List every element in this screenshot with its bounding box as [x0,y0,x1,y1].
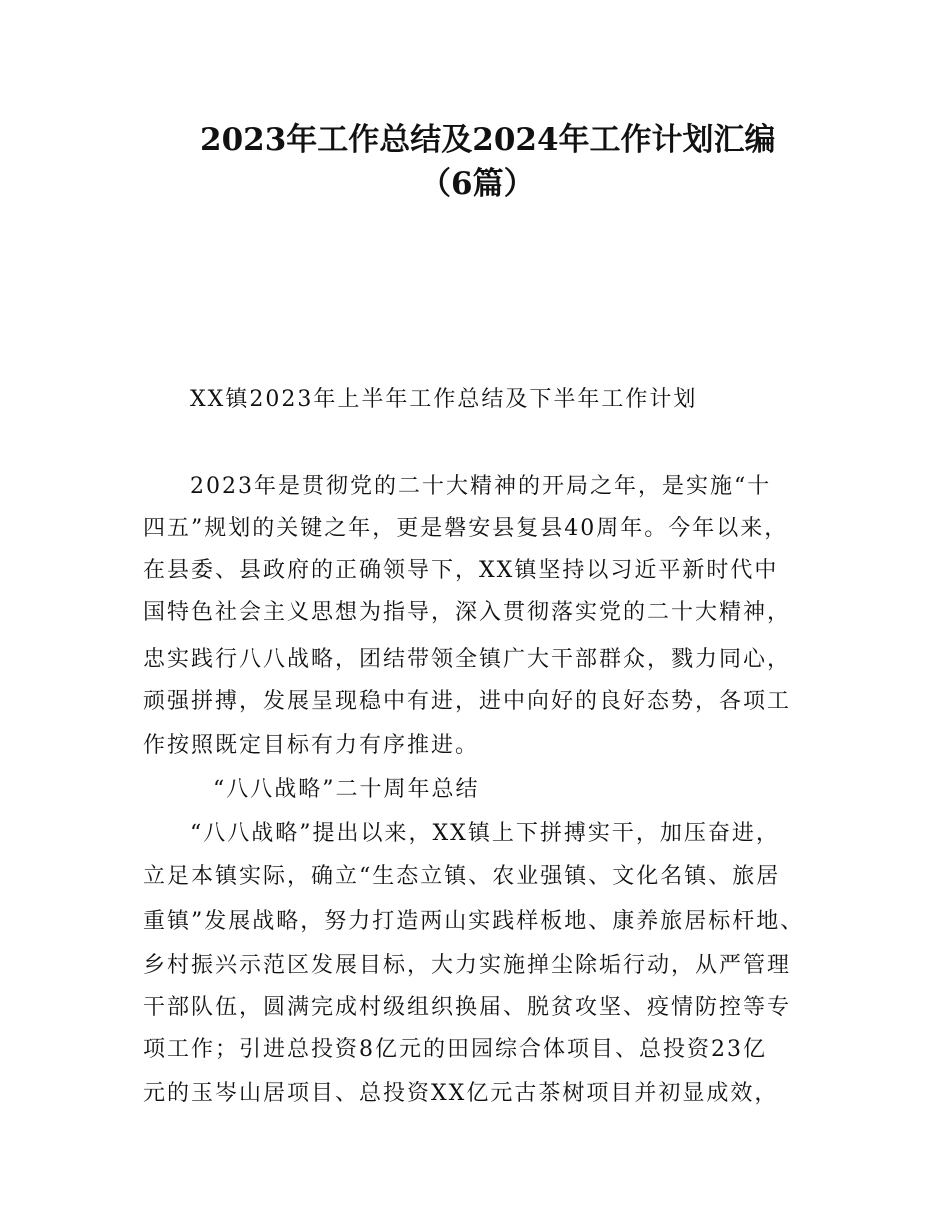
paragraph-line: “八八战略”提出以来，XX镇上下拼搏实干，加压奋进， [190,821,780,846]
paragraph-line: 忠实践行八八战略，团结带领全镇广大干部群众，戮力同心， [143,647,792,672]
paragraph-line: 2023年是贯彻党的二十大精神的开局之年，是实施“十 [190,474,772,499]
paragraph-line: 国特色社会主义思想为指导，深入贯彻落实党的二十大精神， [143,600,792,625]
paragraph-line: 作按照既定目标有力有序推进。 [143,733,480,758]
paragraph-line: 元的玉岑山居项目、总投资XX亿元古茶树项目并初显成效， [143,1081,779,1106]
paragraph-line: 重镇”发展战略，努力打造两山实践样板地、康养旅居标杆地、 [143,909,805,934]
paragraph-line: 立足本镇实际，确立“生态立镇、农业强镇、文化名镇、旅居 [143,864,781,889]
document-title-count: （6篇） [420,166,535,202]
paragraph-line: 项工作；引进总投资8亿元的田园综合体项目、总投资23亿 [143,1037,767,1062]
paragraph-line: 在县委、县政府的正确领导下，XX镇坚持以习近平新时代中 [143,558,779,583]
section-subtitle: XX镇2023年上半年工作总结及下半年工作计划 [190,387,698,412]
section-heading: “八八战略”二十周年总结 [213,777,480,802]
paragraph-line: 顽强拼搏，发展呈现稳中有进，进中向好的良好态势，各项工 [143,689,792,714]
paragraph-line: 乡村振兴示范区发展目标，大力实施掸尘除垢行动，从严管理 [143,953,792,978]
paragraph-line: 四五”规划的关键之年，更是磐安县复县40周年。今年以来， [143,516,789,541]
paragraph-line: 干部队伍，圆满完成村级组织换届、脱贫攻坚、疫情防控等专 [143,995,792,1020]
document-title: 2023年工作总结及2024年工作计划汇编 [200,122,776,158]
